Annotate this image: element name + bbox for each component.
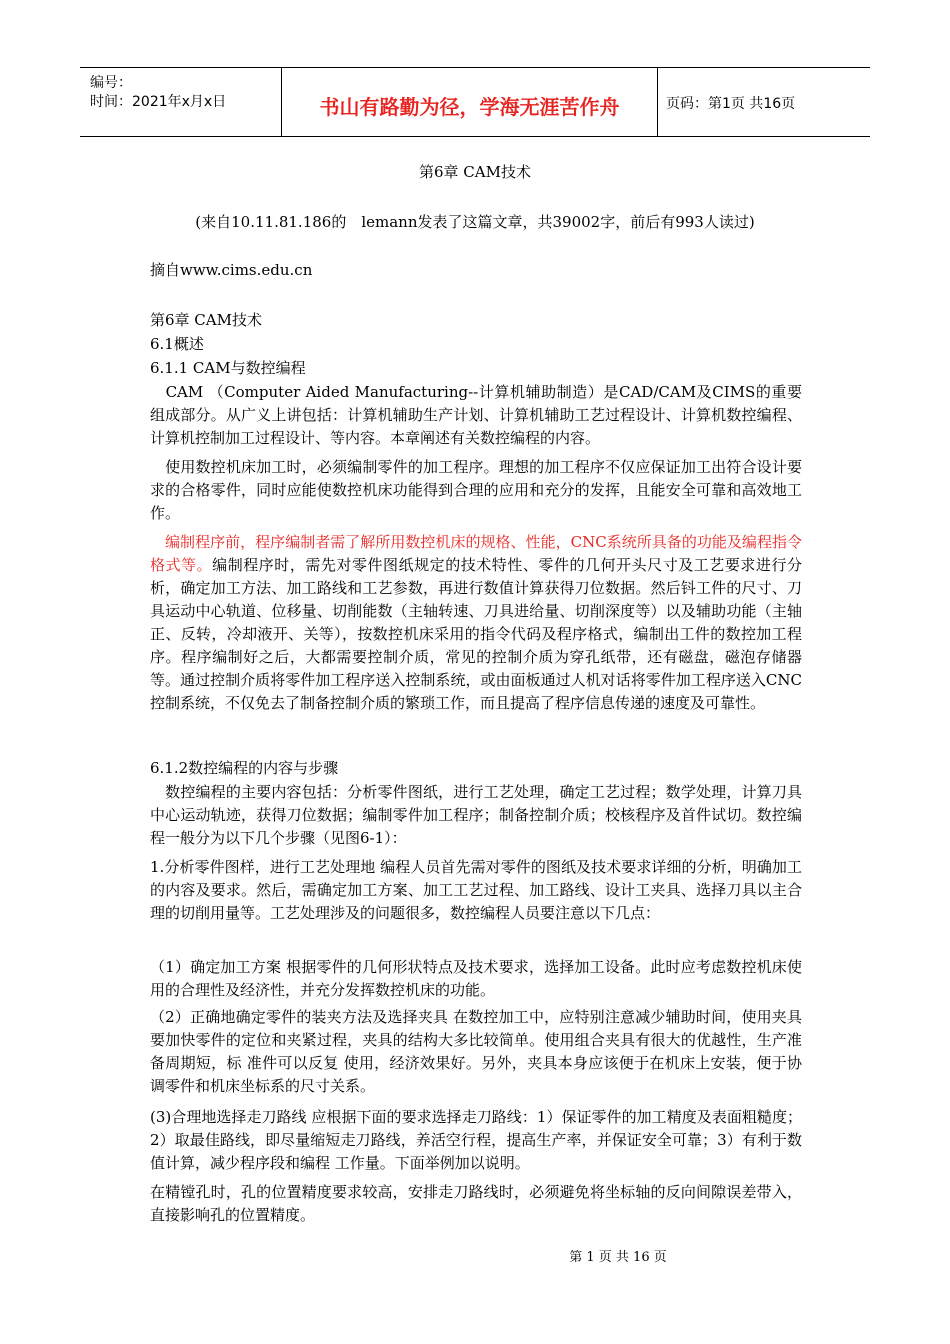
- page-footer: 第 1 页 共 16 页: [569, 1250, 667, 1265]
- paragraph-4: 数控编程的主要内容包括：分析零件图纸，进行工艺处理，确定工艺过程；数学处理，计算刀具中心运动轨迹，获得刀位数据；编制零件加工程序；制备控制介质；校核程序及首件试切。数控编程一般分为以下几个步骤（见图6-1）：: [150, 783, 802, 847]
- chapter-heading: 第6章 CAM技术: [150, 311, 262, 329]
- serial-label: 编号：: [90, 75, 132, 91]
- paragraph-6: （1）确定加工方案 根据零件的几何形状特点及技术要求，选择加工设备。此时应考虑数控机床使用的合理性及经济性，并充分发挥数控机床的功能。: [150, 958, 802, 999]
- motto: 书山有路勤为径，学海无涯苦作舟: [319, 95, 620, 119]
- excerpt-source: 摘自www.cims.edu.cn: [150, 261, 313, 279]
- highlighted-text: 编制程序前，程序编制者需了解所用数控机床的规格、性能，CNC系统所具备的功能及编程指令格式等。: [150, 533, 802, 574]
- subsection-heading: 6.1.1 CAM与数控编程: [150, 359, 306, 377]
- doc-title: 第6章 CAM技术: [419, 163, 531, 181]
- paragraph-5: 1.分析零件图样，进行工艺处理地 编程人员首先需对零件的图纸及技术要求详细的分析，明确加工的内容及要求。然后，需确定加工方案、加工工艺过程、加工路线、设计工夹具、选择刀具以主合理的切削用量等。工艺处理涉及的问题很多，数控编程人员要注意以下几点：: [150, 858, 802, 922]
- header-motto-cell: [282, 68, 658, 136]
- header-meta-cell: [80, 68, 282, 136]
- paragraph-8: (3)合理地选择走刀路线 应根据下面的要求选择走刀路线：1）保证零件的加工精度及表面粗糙度；2）取最佳路线，即尽量缩短走刀路线，养活空行程，提高生产率，并保证安全可靠；3）有利于数值计算，减少程序段和编程 工作量。下面举例加以说明。: [150, 1108, 802, 1172]
- paragraph-3-text: 编制程序时，需先对零件图纸规定的技术特性、零件的几何开头尺寸及工艺要求进行分析，确定加工方法、加工路线和工艺参数，再进行数值计算获得刀位数据。然后钭工件的尺寸、刀具运动中心轨道、位移量、切削能数（主轴转速、刀具进给量、切削深度等）以及辅助功能（主轴正、反转，冷却液开、关等），按数控机床采用的指令代码及程序格式，编制出工件的数控加工程序。程序编制好之后，大都需要控制介质，常见的控制介质为穿孔纸带，还有磁盘，磁泡存储器等。通过控制介质将零件加工程序送入控制系统，或由面板通过人机对话将零件加工程序送入CNC控制系统，不仅免去了制备控制介质的繁琐工作，而且提高了程序信息传递的速度及可靠性。: [150, 556, 802, 712]
- header-page-cell: [658, 68, 870, 136]
- paragraph-2: 使用数控机床加工时，必须编制零件的加工程序。理想的加工程序不仅应保证加工出符合设计要求的合格零件，同时应能使数控机床功能得到合理的应用和充分的发挥，且能安全可靠和高效地工作。: [150, 458, 802, 522]
- paragraph-1: CAM （Computer Aided Manufacturing--计算机辅助制造）是CAD/CAM及CIMS的重要组成部分。从广义上讲包括：计算机辅助生产计划、计算机辅助工艺过程设计、计算机数控编程、计算机控制加工过程设计、等内容。本章阐述有关数控编程的内容。: [150, 383, 802, 447]
- paragraph-7: （2）正确地确定零件的装夹方法及选择夹具 在数控加工中，应特别注意减少辅助时间，使用夹具要加快零件的定位和夹紧过程，夹具的结构大多比较简单。使用组合夹具有很大的优越性，生产准备周期短，标 准件可以反复 使用，经济效果好。另外，夹具本身应该便于在机床上安装，便于协调零件和机床坐标系的尺寸关系。: [150, 1008, 802, 1095]
- page-info: 页码：第1页 共16页: [666, 96, 796, 112]
- source-note: (来自10.11.81.186的 lemann发表了这篇文章，共39002字，前后有993人读过): [195, 213, 755, 231]
- subsection-heading-2: 6.1.2数控编程的内容与步骤: [150, 759, 339, 777]
- section-heading: 6.1概述: [150, 335, 204, 353]
- paragraph-3: [150, 531, 802, 715]
- paragraph-9: 在精镗孔时，孔的位置精度要求较高，安排走刀路线时，必须避免将坐标轴的反向间隙误差带入，直接影响孔的位置精度。: [150, 1183, 802, 1224]
- time-label: 时间：2021年x月x日: [90, 94, 227, 110]
- page-header: [80, 67, 870, 137]
